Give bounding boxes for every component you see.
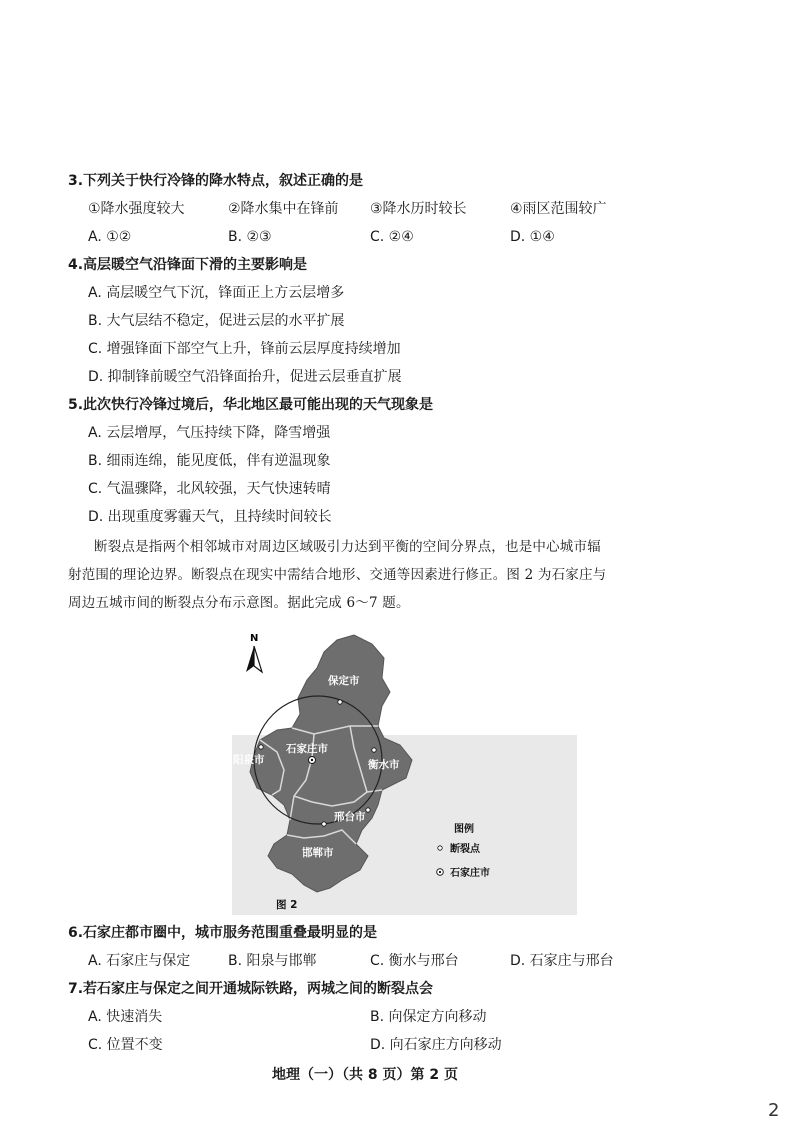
legend-breakpoint-icon — [438, 846, 442, 850]
label-handan: 邯郸市 — [302, 847, 334, 859]
q7-stem: 7.若石家庄与保定之间开通城际铁路，两城之间的断裂点会 — [68, 981, 434, 997]
q3-option-c: C. ②④ — [370, 229, 414, 245]
page-number: 2 — [768, 1100, 780, 1121]
breakpoint-marker — [372, 748, 376, 752]
q3-item-4: ④雨区范围较广 — [510, 201, 607, 217]
label-xingtai: 邢台市 — [334, 811, 366, 823]
passage-line-1: 断裂点是指两个相邻城市对周边区域吸引力达到平衡的空间分界点，也是中心城市辐 — [94, 539, 601, 555]
q3-item-1: ①降水强度较大 — [88, 201, 185, 217]
legend-title: 图例 — [454, 824, 474, 835]
q5-stem: 5.此次快行冷锋过境后，华北地区最可能出现的天气现象是 — [68, 397, 434, 413]
q3-option-b: B. ②③ — [228, 229, 272, 245]
page-footer: 地理（一）（共 8 页）第 2 页 — [272, 1067, 458, 1083]
q6-stem: 6.石家庄都市圈中，城市服务范围重叠最明显的是 — [68, 925, 378, 941]
legend-city-label: 石家庄市 — [450, 868, 490, 879]
q7-option-a: A. 快速消失 — [88, 1009, 163, 1025]
breakpoint-marker — [338, 700, 342, 704]
q4-option-d: D. 抑制锋前暖空气沿锋面抬升，促进云层垂直扩展 — [88, 369, 402, 385]
q6-option-a: A. 石家庄与保定 — [88, 953, 191, 969]
figure-caption: 图 2 — [276, 899, 298, 911]
legend-breakpoint-label: 断裂点 — [450, 844, 480, 855]
passage-line-2: 射范围的理论边界。断裂点在现实中需结合地形、交通等因素进行修正。图 2 为石家庄与 — [68, 567, 607, 583]
q4-stem: 4.高层暖空气沿锋面下滑的主要影响是 — [68, 257, 308, 273]
map-svg — [232, 630, 577, 915]
label-baoding: 保定市 — [328, 675, 360, 687]
q6-option-d: D. 石家庄与邢台 — [510, 953, 614, 969]
q6-option-c: C. 衡水与邢台 — [370, 953, 459, 969]
label-shijiazhuang: 石家庄市 — [286, 743, 328, 755]
q3-option-a: A. ①② — [88, 229, 132, 245]
label-hengshui: 衡水市 — [368, 759, 400, 771]
breakpoint-marker — [366, 808, 370, 812]
q3-stem: 3.下列关于快行冷锋的降水特点，叙述正确的是 — [68, 173, 364, 189]
q5-option-d: D. 出现重度雾霾天气，且持续时间较长 — [88, 509, 332, 525]
q5-option-a: A. 云层增厚，气压持续下降，降雪增强 — [88, 425, 331, 441]
q4-option-b: B. 大气层结不稳定，促进云层的水平扩展 — [88, 313, 345, 329]
breakpoint-marker — [259, 745, 263, 749]
breakpoint-map-figure — [232, 630, 577, 915]
q5-option-b: B. 细雨连绵，能见度低，伴有逆温现象 — [88, 453, 331, 469]
breakpoint-marker — [322, 822, 326, 826]
q5-option-c: C. 气温骤降，北风较强，天气快速转晴 — [88, 481, 331, 497]
q4-option-a: A. 高层暖空气下沉，锋面正上方云层增多 — [88, 285, 345, 301]
north-arrow-icon — [246, 646, 262, 672]
q7-option-b: B. 向保定方向移动 — [370, 1009, 487, 1025]
label-yangquan: 阳泉市 — [233, 754, 265, 766]
q3-item-3: ③降水历时较长 — [370, 201, 467, 217]
north-label: N — [250, 633, 259, 644]
q4-option-c: C. 增强锋面下部空气上升，锋前云层厚度持续增加 — [88, 341, 401, 357]
q7-option-d: D. 向石家庄方向移动 — [370, 1037, 502, 1053]
q3-option-d: D. ①④ — [510, 229, 555, 245]
shijiazhuang-city-icon — [309, 757, 316, 764]
passage-line-3: 周边五城市间的断裂点分布示意图。据此完成 6～7 题。 — [68, 595, 410, 611]
q7-option-c: C. 位置不变 — [88, 1037, 163, 1053]
q3-item-2: ②降水集中在锋前 — [228, 201, 339, 217]
q6-option-b: B. 阳泉与邯郸 — [228, 953, 317, 969]
